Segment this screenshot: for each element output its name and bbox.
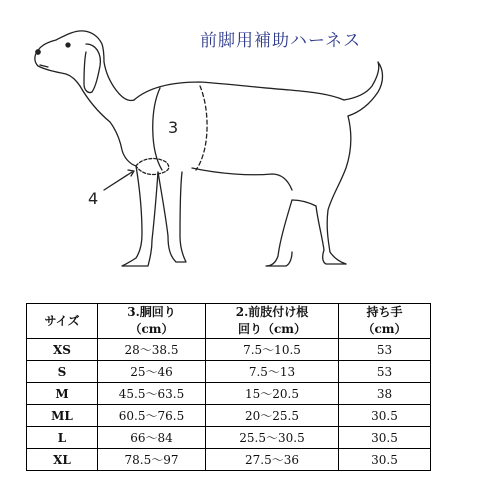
table-row [27, 361, 431, 383]
cell-girth: 60.5〜76.5 [98, 405, 206, 427]
leg-pointer-line [104, 172, 132, 190]
cell-leg-base: 7.5〜10.5 [206, 339, 339, 361]
leg-label: 4 [88, 189, 99, 208]
cell-size: XL [27, 449, 98, 471]
header-leg-base: 2.前肢付け根 回り（cm） [206, 304, 339, 339]
cell-girth: 28〜38.5 [98, 339, 206, 361]
dog-eye [66, 43, 70, 47]
dog-ear [84, 44, 100, 93]
dog-nose [36, 50, 40, 54]
cell-size: ML [27, 405, 98, 427]
table-row [27, 449, 431, 471]
cell-handle: 38 [339, 383, 431, 405]
girth-label: 3 [168, 118, 179, 137]
cell-size: XS [27, 339, 98, 361]
table-row [27, 339, 431, 361]
cell-leg-base: 15〜20.5 [206, 383, 339, 405]
cell-handle: 30.5 [339, 427, 431, 449]
dog-back [134, 82, 344, 100]
cell-leg-base: 27.5〜36 [206, 449, 339, 471]
dog-muzzle [35, 52, 80, 86]
cell-girth: 45.5〜63.5 [98, 383, 206, 405]
dog-rear-leg [327, 116, 351, 264]
dog-front-leg [122, 166, 158, 266]
cell-handle: 30.5 [339, 405, 431, 427]
cell-size: M [27, 383, 98, 405]
table-row [27, 383, 431, 405]
cell-handle: 53 [339, 339, 431, 361]
cell-girth: 25〜46 [98, 361, 206, 383]
page-title: 前脚用補助ハーネス [200, 31, 362, 51]
cell-size: L [27, 427, 98, 449]
cell-girth: 66〜84 [98, 427, 206, 449]
header-girth: 3.胴回り （cm） [98, 304, 206, 339]
cell-handle: 30.5 [339, 449, 431, 471]
harness-leg-strap [136, 159, 169, 175]
cell-handle: 53 [339, 361, 431, 383]
table-row [27, 427, 431, 449]
dog-tail [344, 62, 383, 116]
harness-girth-band [153, 88, 162, 170]
cell-leg-base: 7.5〜13 [206, 361, 339, 383]
dog-belly [192, 168, 292, 190]
cell-girth: 78.5〜97 [98, 449, 206, 471]
size-table [26, 303, 431, 471]
cell-size: S [27, 361, 98, 383]
cell-leg-base: 20〜25.5 [206, 405, 339, 427]
table-row [27, 405, 431, 427]
cell-leg-base: 25.5〜30.5 [206, 427, 339, 449]
table-header-row [27, 304, 431, 339]
header-size: サイズ [27, 304, 98, 339]
header-handle: 持ち手 （cm） [339, 304, 431, 339]
